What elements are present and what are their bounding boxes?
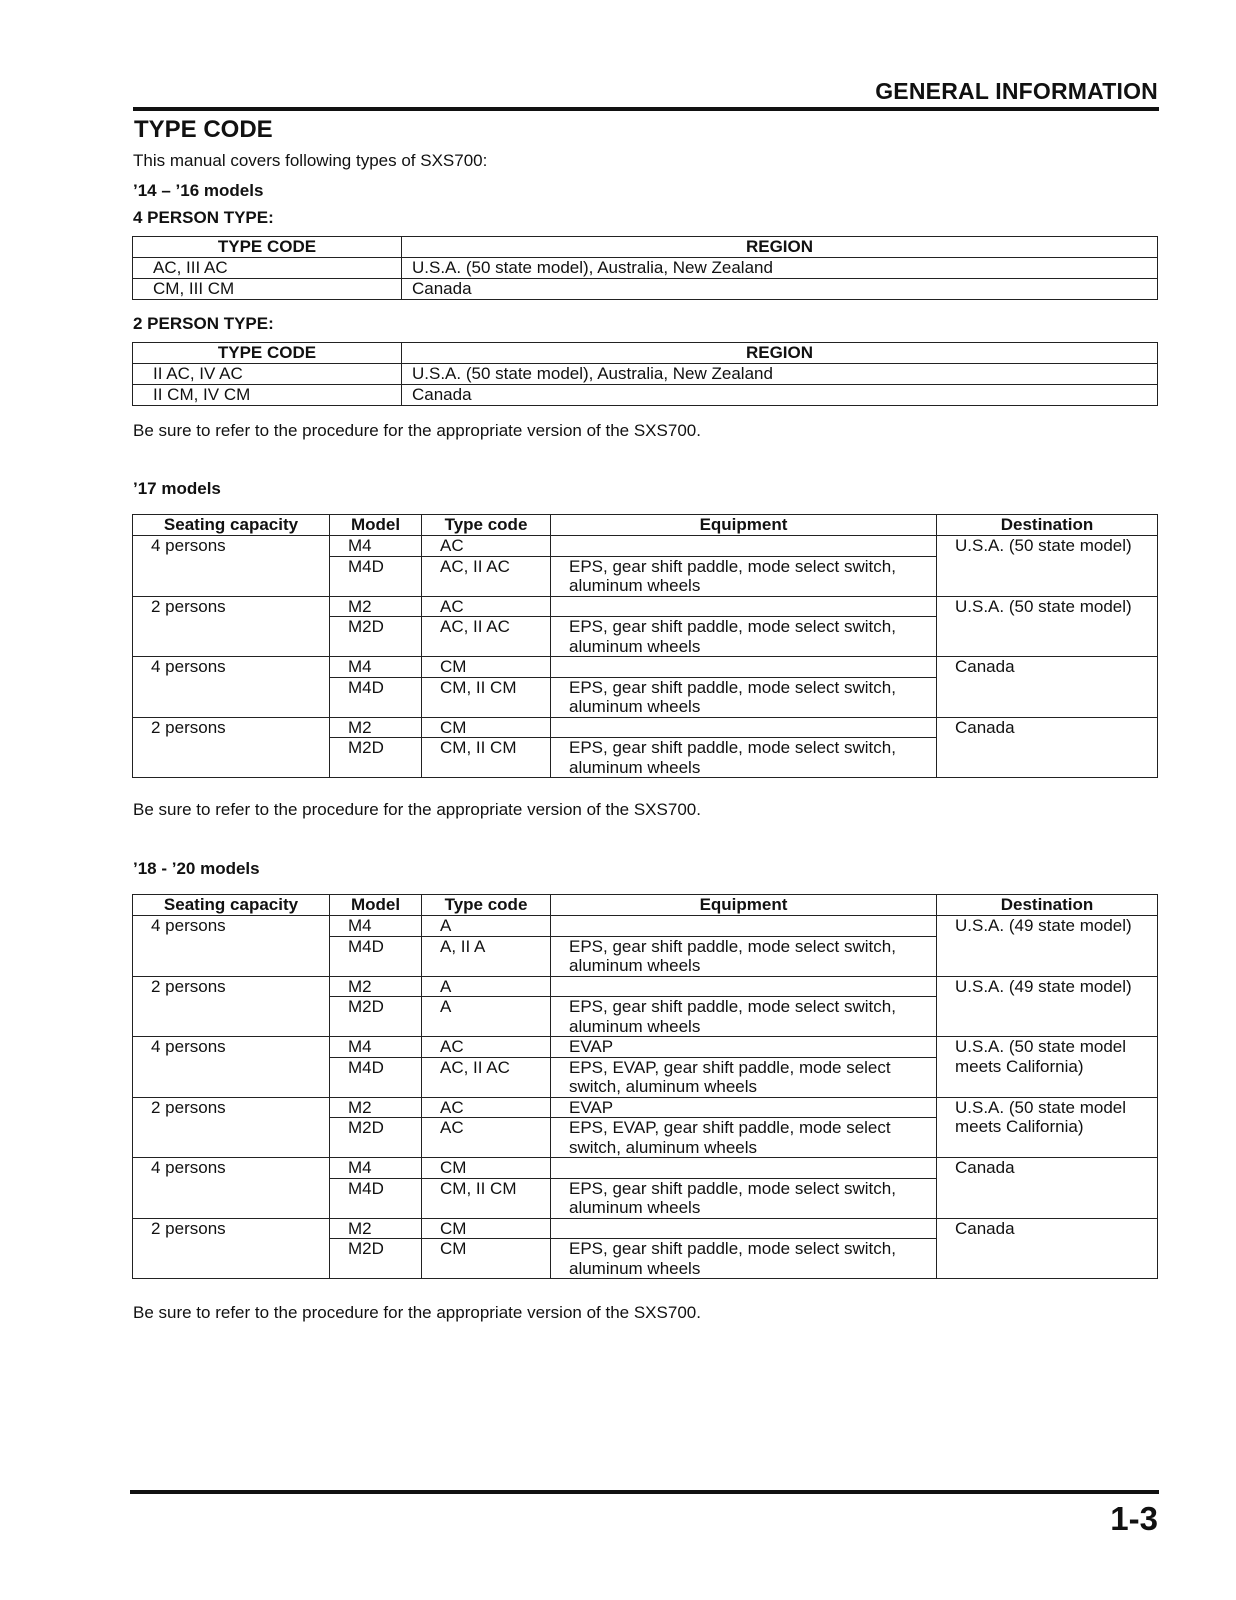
model-cell: M2D: [330, 617, 422, 657]
seating-capacity-cell: 2 persons: [133, 717, 330, 778]
table-17-models: [132, 514, 1158, 778]
page-number: 1-3: [1110, 1500, 1158, 1537]
model-cell: M2: [330, 717, 422, 738]
table-2-person-type: [132, 342, 1158, 406]
destination-cell: Canada: [937, 1158, 1158, 1219]
table-header-row: [133, 895, 1158, 916]
equipment-cell: EPS, gear shift paddle, mode select switch, aluminum wheels: [551, 556, 937, 596]
column-header: Type code: [422, 515, 551, 536]
column-header: Equipment: [551, 895, 937, 916]
equipment-cell: EPS, gear shift paddle, mode select switch, aluminum wheels: [551, 997, 937, 1037]
heading-14-16-models: ’14 – ’16 models: [133, 181, 264, 200]
label-4-person-type: 4 PERSON TYPE:: [133, 208, 274, 227]
column-header: Destination: [937, 515, 1158, 536]
equipment-cell: EPS, gear shift paddle, mode select switch, aluminum wheels: [551, 738, 937, 778]
seating-capacity-cell: 2 persons: [133, 596, 330, 657]
destination-cell: U.S.A. (49 state model): [937, 916, 1158, 977]
column-header: TYPE CODE: [133, 343, 402, 364]
type-code-cell: II CM, IV CM: [133, 385, 402, 406]
table-header-row: [133, 515, 1158, 536]
table-row: [133, 536, 1158, 557]
model-cell: M4: [330, 916, 422, 937]
model-cell: M4D: [330, 936, 422, 976]
type-code-cell: AC: [422, 596, 551, 617]
destination-cell: U.S.A. (50 state model meets California): [937, 1097, 1158, 1158]
footer-rule: [130, 1490, 1159, 1494]
type-code-cell: CM: [422, 1218, 551, 1239]
type-code-cell: A: [422, 916, 551, 937]
destination-cell: U.S.A. (50 state model): [937, 596, 1158, 657]
column-header: Type code: [422, 895, 551, 916]
destination-cell: U.S.A. (49 state model): [937, 976, 1158, 1037]
model-cell: M4: [330, 1158, 422, 1179]
table-row: [133, 385, 1158, 406]
destination-cell: Canada: [937, 717, 1158, 778]
table-row: [133, 258, 1158, 279]
seating-capacity-cell: 4 persons: [133, 1037, 330, 1098]
column-header: REGION: [402, 343, 1158, 364]
model-cell: M4D: [330, 677, 422, 717]
note-18-20: Be sure to refer to the procedure for the appropriate version of the SXS700.: [133, 1303, 701, 1322]
heading-17-models: ’17 models: [133, 479, 221, 498]
equipment-cell: EPS, EVAP, gear shift paddle, mode select switch, aluminum wheels: [551, 1118, 937, 1158]
type-code-cell: AC, III AC: [133, 258, 402, 279]
type-code-cell: CM, II CM: [422, 677, 551, 717]
table-row: [133, 279, 1158, 300]
note-14-16: Be sure to refer to the procedure for the appropriate version of the SXS700.: [133, 421, 701, 440]
equipment-cell: [551, 536, 937, 557]
seating-capacity-cell: 4 persons: [133, 1158, 330, 1219]
destination-cell: U.S.A. (50 state model meets California): [937, 1037, 1158, 1098]
seating-capacity-cell: 4 persons: [133, 657, 330, 718]
model-cell: M2D: [330, 997, 422, 1037]
model-cell: M4: [330, 657, 422, 678]
column-header: REGION: [402, 237, 1158, 258]
column-header: Model: [330, 515, 422, 536]
region-cell: U.S.A. (50 state model), Australia, New Zealand: [402, 258, 1158, 279]
type-code-cell: CM: [422, 717, 551, 738]
equipment-cell: [551, 657, 937, 678]
region-cell: U.S.A. (50 state model), Australia, New Zealand: [402, 364, 1158, 385]
type-code-cell: A: [422, 976, 551, 997]
table-18-20-models: [132, 894, 1158, 1279]
type-code-cell: II AC, IV AC: [133, 364, 402, 385]
table-row: [133, 916, 1158, 937]
destination-cell: U.S.A. (50 state model): [937, 536, 1158, 597]
column-header: Seating capacity: [133, 895, 330, 916]
type-code-cell: CM: [422, 1158, 551, 1179]
seating-capacity-cell: 4 persons: [133, 536, 330, 597]
model-cell: M2D: [330, 1118, 422, 1158]
table-row: [133, 596, 1158, 617]
equipment-cell: [551, 1218, 937, 1239]
type-code-cell: CM: [422, 1239, 551, 1279]
column-header: Seating capacity: [133, 515, 330, 536]
type-code-cell: CM, III CM: [133, 279, 402, 300]
destination-cell: Canada: [937, 657, 1158, 718]
type-code-cell: AC: [422, 1118, 551, 1158]
type-code-cell: AC, II AC: [422, 617, 551, 657]
table-row: [133, 364, 1158, 385]
column-header: Model: [330, 895, 422, 916]
section-title: GENERAL INFORMATION: [875, 78, 1158, 104]
model-cell: M4D: [330, 556, 422, 596]
equipment-cell: [551, 1158, 937, 1179]
equipment-cell: EPS, gear shift paddle, mode select switch, aluminum wheels: [551, 1239, 937, 1279]
model-cell: M2: [330, 976, 422, 997]
table-row: [133, 717, 1158, 738]
model-cell: M4D: [330, 1178, 422, 1218]
model-cell: M2: [330, 1218, 422, 1239]
type-code-cell: AC, II AC: [422, 556, 551, 596]
equipment-cell: EVAP: [551, 1097, 937, 1118]
type-code-cell: CM, II CM: [422, 738, 551, 778]
type-code-cell: AC: [422, 1037, 551, 1058]
equipment-cell: EPS, gear shift paddle, mode select switch, aluminum wheels: [551, 936, 937, 976]
equipment-cell: [551, 976, 937, 997]
model-cell: M2: [330, 1097, 422, 1118]
page-title: TYPE CODE: [134, 116, 273, 143]
destination-cell: Canada: [937, 1218, 1158, 1279]
table-row: [133, 657, 1158, 678]
intro-text: This manual covers following types of SXS700:: [133, 151, 488, 170]
type-code-cell: AC, II AC: [422, 1057, 551, 1097]
model-cell: M4: [330, 1037, 422, 1058]
label-2-person-type: 2 PERSON TYPE:: [133, 314, 274, 333]
equipment-cell: [551, 717, 937, 738]
model-cell: M2D: [330, 738, 422, 778]
model-cell: M4D: [330, 1057, 422, 1097]
table-header-row: [133, 237, 1158, 258]
seating-capacity-cell: 2 persons: [133, 1097, 330, 1158]
region-cell: Canada: [402, 385, 1158, 406]
type-code-cell: AC: [422, 536, 551, 557]
column-header: TYPE CODE: [133, 237, 402, 258]
region-cell: Canada: [402, 279, 1158, 300]
type-code-cell: AC: [422, 1097, 551, 1118]
type-code-cell: A, II A: [422, 936, 551, 976]
equipment-cell: EPS, gear shift paddle, mode select switch, aluminum wheels: [551, 617, 937, 657]
model-cell: M2D: [330, 1239, 422, 1279]
equipment-cell: [551, 596, 937, 617]
model-cell: M2: [330, 596, 422, 617]
equipment-cell: EVAP: [551, 1037, 937, 1058]
seating-capacity-cell: 4 persons: [133, 916, 330, 977]
type-code-cell: CM: [422, 657, 551, 678]
table-row: [133, 1158, 1158, 1179]
header-rule: [133, 107, 1159, 111]
table-header-row: [133, 343, 1158, 364]
model-cell: M4: [330, 536, 422, 557]
seating-capacity-cell: 2 persons: [133, 1218, 330, 1279]
equipment-cell: EPS, gear shift paddle, mode select switch, aluminum wheels: [551, 677, 937, 717]
table-row: [133, 1097, 1158, 1118]
seating-capacity-cell: 2 persons: [133, 976, 330, 1037]
equipment-cell: [551, 916, 937, 937]
heading-18-20-models: ’18 - ’20 models: [133, 859, 260, 878]
type-code-cell: A: [422, 997, 551, 1037]
table-row: [133, 976, 1158, 997]
type-code-cell: CM, II CM: [422, 1178, 551, 1218]
table-4-person-type: [132, 236, 1158, 300]
note-17: Be sure to refer to the procedure for the appropriate version of the SXS700.: [133, 800, 701, 819]
column-header: Destination: [937, 895, 1158, 916]
equipment-cell: EPS, gear shift paddle, mode select switch, aluminum wheels: [551, 1178, 937, 1218]
table-row: [133, 1037, 1158, 1058]
column-header: Equipment: [551, 515, 937, 536]
equipment-cell: EPS, EVAP, gear shift paddle, mode select switch, aluminum wheels: [551, 1057, 937, 1097]
table-row: [133, 1218, 1158, 1239]
